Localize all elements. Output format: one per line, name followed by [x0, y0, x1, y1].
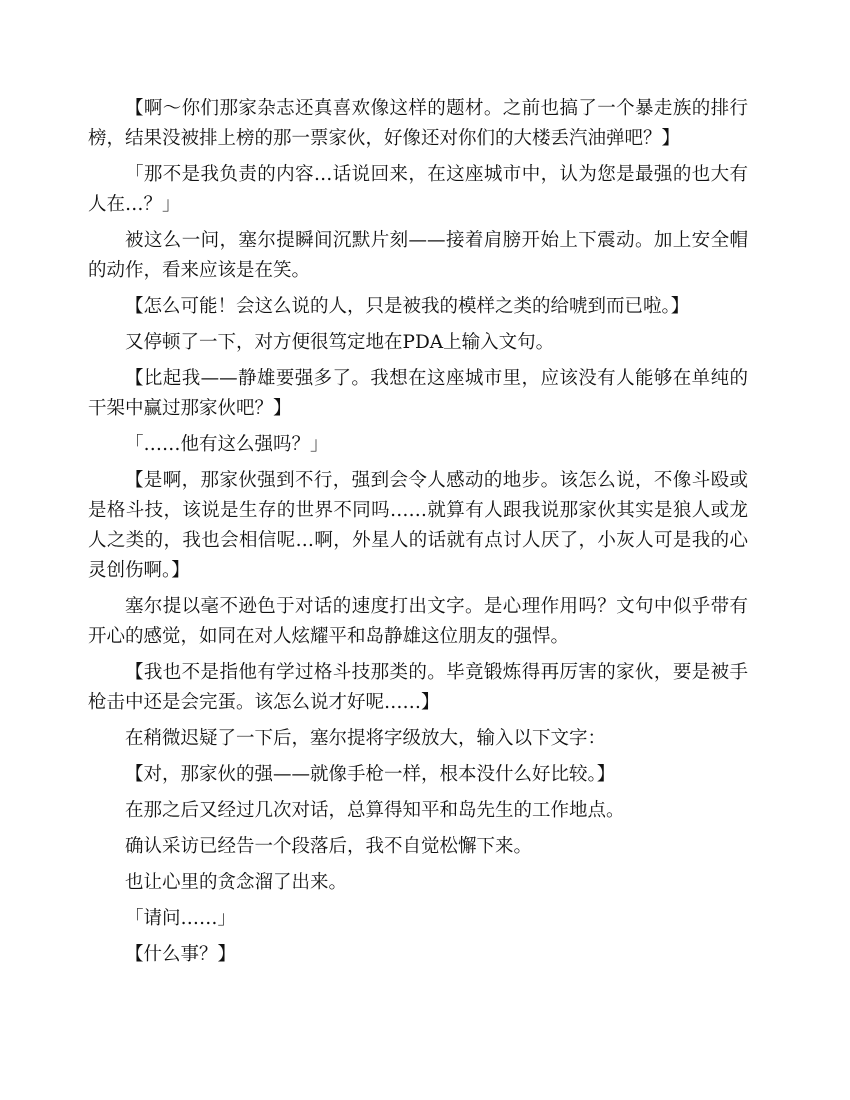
paragraph: 【怎么可能！会这么说的人，只是被我的模样之类的给唬到而已啦。】 — [125, 296, 690, 317]
paragraph: 「……他有这么强吗？」 — [125, 434, 329, 455]
paragraph: 又停顿了一下，对方便很笃定地在PDA上输入文句。 — [125, 332, 555, 353]
paragraph: 在那之后又经过几次对话，总算得知平和岛先生的工作地点。 — [125, 800, 625, 821]
paragraph: 【是啊，那家伙强到不行，强到会令人感动的地步。该怎么说，不像斗殴或是格斗技，该说是生存的世界不同吗……就算有人跟我说那家伙其实是狼人或龙人之类的，我也会相信呢…啊，外星人的话就有点讨人厌了，小灰人可是我的心灵创伤啊。】 — [88, 470, 748, 581]
text-body — [88, 94, 748, 976]
paragraph: 【啊～你们那家杂志还真喜欢像这样的题材。之前也搞了一个暴走族的排行榜，结果没被排上榜的那一票家伙，好像还对你们的大楼丢汽油弹吧？】 — [88, 98, 748, 149]
paragraph: 【比起我——静雄要强多了。我想在这座城市里，应该没有人能够在单纯的干架中赢过那家伙吧？】 — [88, 368, 748, 419]
paragraph: 「那不是我负责的内容…话说回来，在这座城市中，认为您是最强的也大有人在…？」 — [88, 164, 748, 215]
paragraph: 也让心里的贪念溜了出来。 — [125, 872, 348, 893]
paragraph: 【我也不是指他有学过格斗技那类的。毕竟锻炼得再厉害的家伙，要是被手枪击中还是会完蛋。该怎么说才好呢……】 — [88, 662, 748, 713]
paragraph: 【什么事？】 — [125, 944, 237, 965]
paragraph: 【对，那家伙的强——就像手枪一样，根本没什么好比较。】 — [125, 764, 616, 785]
paragraph: 确认采访已经告一个段落后，我不自觉松懈下来。 — [125, 836, 533, 857]
paragraph: 塞尔提以毫不逊色于对话的速度打出文字。是心理作用吗？文句中似乎带有开心的感觉，如同在对人炫耀平和岛静雄这位朋友的强悍。 — [88, 596, 748, 647]
paragraph: 「请问……」 — [125, 908, 237, 929]
paragraph: 被这么一问，塞尔提瞬间沉默片刻——接着肩膀开始上下震动。加上安全帽的动作，看来应该是在笑。 — [88, 230, 748, 281]
paragraph: 在稍微迟疑了一下后，塞尔提将字级放大，输入以下文字： — [125, 728, 607, 749]
